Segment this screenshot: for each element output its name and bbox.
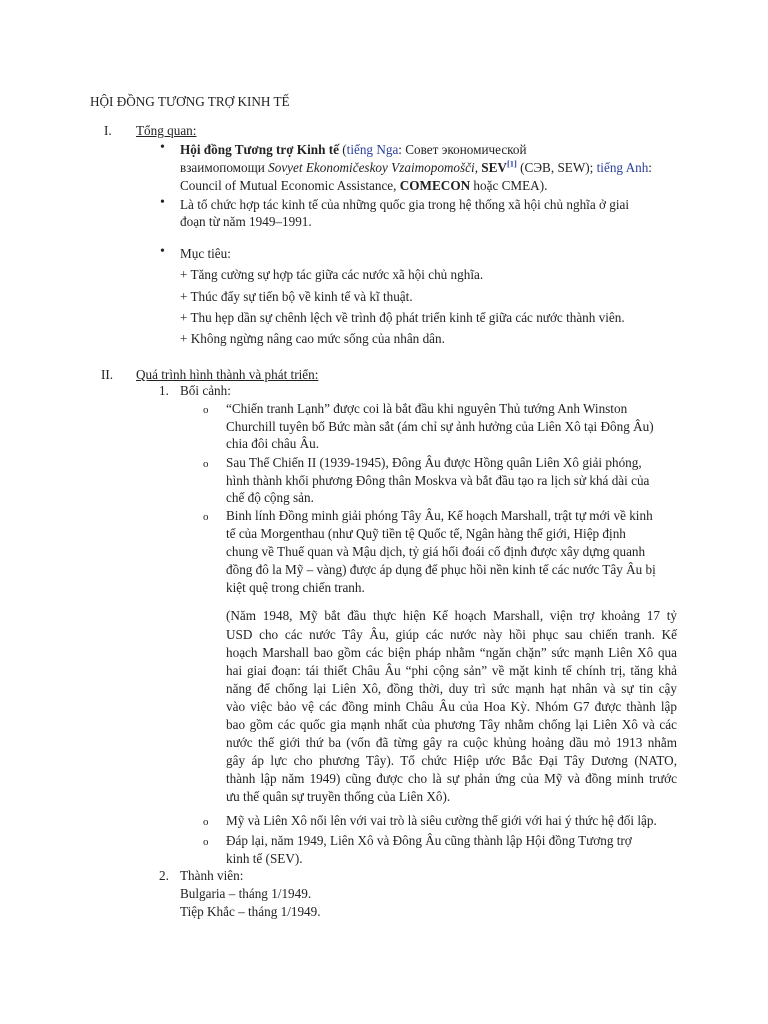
marshall-paragraph-line: USD cho các nước Tây Âu, giúp các nước này hồi phục sau chiến tranh. Kế [226,627,677,642]
bullet-icon: • [160,244,165,259]
link-tieng-nga[interactable]: tiếng Nga [346,142,399,157]
subsection-1-label: Bối cảnh: [180,383,231,398]
context-1-line: “Chiến tranh Lạnh” được coi là bắt đầu khi nguyên Thủ tướng Anh Winston [226,401,628,416]
bullet-icon: • [160,140,165,155]
marshall-paragraph-line: nước thế giới thứ ba (vốn đã từng gây ra cuộc khủng hoảng dầu mỏ 1913 nhằm [226,735,677,750]
context-2-line: Sau Thế Chiến II (1939-1945), Đông Âu được Hồng quân Liên Xô giải phóng, [226,455,642,470]
context-4-line: Mỹ và Liên Xô nổi lên với vai trò là siêu cường thế giới với hai ý thức hệ đối lập. [226,813,657,828]
goal-item: + Không ngừng nâng cao mức sống của nhân dân. [180,331,445,346]
sev-full-name: Hội đồng Tương trợ Kinh tế [180,142,339,157]
marshall-paragraph-line: hai giai đoạn: tái thiết Châu Âu “phi cộng sản” về mặt kinh tế chính trị, tăng khả [226,663,677,678]
circle-bullet-icon: o [203,836,209,848]
marshall-paragraph-line: bao gồm các quốc gia mạnh nhất của phương Tây nhằm chống lại Liên Xô và các [226,717,677,732]
section-1-numeral: I. [104,123,112,138]
marshall-paragraph-line: năng để chống lại Liên Xô, đồng thời, duy trì sức mạnh hạt nhân và sự tin cậy [226,681,677,696]
russian-name-part-1: Совет экономической [405,142,527,157]
section-2-numeral: II. [101,367,114,382]
text-fragment: : [648,160,652,175]
goal-item: + Thúc đẩy sự tiến bộ về kinh tế và kĩ thuật. [180,289,413,304]
sev-definition-line-1 [180,141,527,158]
marshall-paragraph-line: gây áp lực cho phương Tây). Tổ chức Hiệp ước Bắc Đại Tây Dương (NATO, [226,753,677,768]
marshall-paragraph-line: thành lập năm 1949) cũng được cho là sự phản ứng của Mỹ và đồng minh trước [226,771,677,786]
document-title: HỘI ĐỒNG TƯƠNG TRỢ KINH TẾ [90,94,290,109]
context-5-line: Đáp lại, năm 1949, Liên Xô và Đông Âu cũng thành lập Hội đồng Tương trợ [226,833,632,848]
context-3-line: tế của Morgenthau (như Quỹ tiền tệ Quốc tế, Ngân hàng thế giới, Hiệp định [226,526,626,541]
sev-definition-line-3 [180,177,547,194]
comecon-abbr: COMECON [399,178,471,193]
context-3-line: kiệt quệ trong chiến tranh. [226,580,365,595]
text-fragment: , [474,160,482,175]
goal-item: + Thu hẹp dần sự chênh lệch về trình độ phát triển kinh tế giữa các nước thành viên. [180,310,625,325]
goal-item: + Tăng cường sự hợp tác giữa các nước xã hội chủ nghĩa. [180,267,484,282]
definition-line-2: đoạn từ năm 1949–1991. [180,214,312,229]
context-3-line: đồng đô la Mỹ – vàng) được áp dụng để phục hồi nền kinh tế các nước Tây Âu bị [226,562,656,577]
bullet-icon: • [160,195,165,210]
sev-definition-line-2 [180,159,652,176]
marshall-paragraph-line: vào việc bảo vệ các đồng minh Châu Âu của Hoa Kỳ. Nhóm G7 được thành lập [226,699,677,714]
russian-name-part-2: взаимопомощи [180,160,269,175]
reference-link[interactable]: [1] [506,158,517,169]
marshall-paragraph-line: ưu thế quân sự truyền thống của Liên Xô). [226,789,451,804]
subsection-1-number: 1. [159,383,169,398]
member-item: Tiệp Khắc – tháng 1/1949. [180,904,321,919]
link-tieng-anh[interactable]: tiếng Anh [596,160,649,175]
context-2-line: hình thành khối phương Đông thân Moskva và bắt đầu tạo ra lịch sử khá dài của [226,473,650,488]
marshall-paragraph-line: (Năm 1948, Mỹ bắt đầu thực hiện Kế hoạch Marshall, viện trợ khoảng 17 tỷ [226,608,677,623]
text-fragment: : [398,142,406,157]
marshall-paragraph-line: hoạch Marshall bao gồm các biện pháp nhằm “ngăn chặn” sức mạnh Liên Xô qua [226,645,677,660]
english-name: Council of Mutual Economic Assistance, [180,178,400,193]
section-1-heading: Tổng quan: [136,123,197,138]
transliteration: Sovyet Ekonomičeskoy Vzaimopomošči [268,160,475,175]
cmea-tail: hoặc CMEA). [470,178,548,193]
member-item: Bulgaria – tháng 1/1949. [180,886,312,901]
circle-bullet-icon: o [203,816,209,828]
section-2-heading: Quá trình hình thành và phát triển: [136,367,319,382]
context-3-line: Binh lính Đồng minh giải phóng Tây Âu, Kế hoạch Marshall, trật tự mới về kinh [226,508,653,523]
subsection-2-number: 2. [159,868,169,883]
context-2-line: chế độ cộng sản. [226,490,314,505]
abbr-variants: (СЭВ, SEW); [516,160,597,175]
context-3-line: chung về Thuế quan và Mậu dịch, tỷ giá hối đoái cố định được xây dựng quanh [226,544,646,559]
context-1-line: Churchill tuyên bố Bức màn sắt (ám chỉ sự ảnh hưởng của Liên Xô tại Đông Âu) [226,419,654,434]
circle-bullet-icon: o [203,511,209,523]
circle-bullet-icon: o [203,458,209,470]
context-5-line: kinh tế (SEV). [226,851,303,866]
text-fragment: ( [338,142,347,157]
context-1-line: chia đôi châu Âu. [226,436,320,451]
sev-abbr: SEV [481,160,507,175]
definition-line-1: Là tổ chức hợp tác kinh tế của những quốc gia trong hệ thống xã hội chủ nghĩa ở giai [180,197,630,212]
subsection-2-label: Thành viên: [180,868,244,883]
goals-label: Mục tiêu: [180,246,231,261]
circle-bullet-icon: o [203,404,209,416]
